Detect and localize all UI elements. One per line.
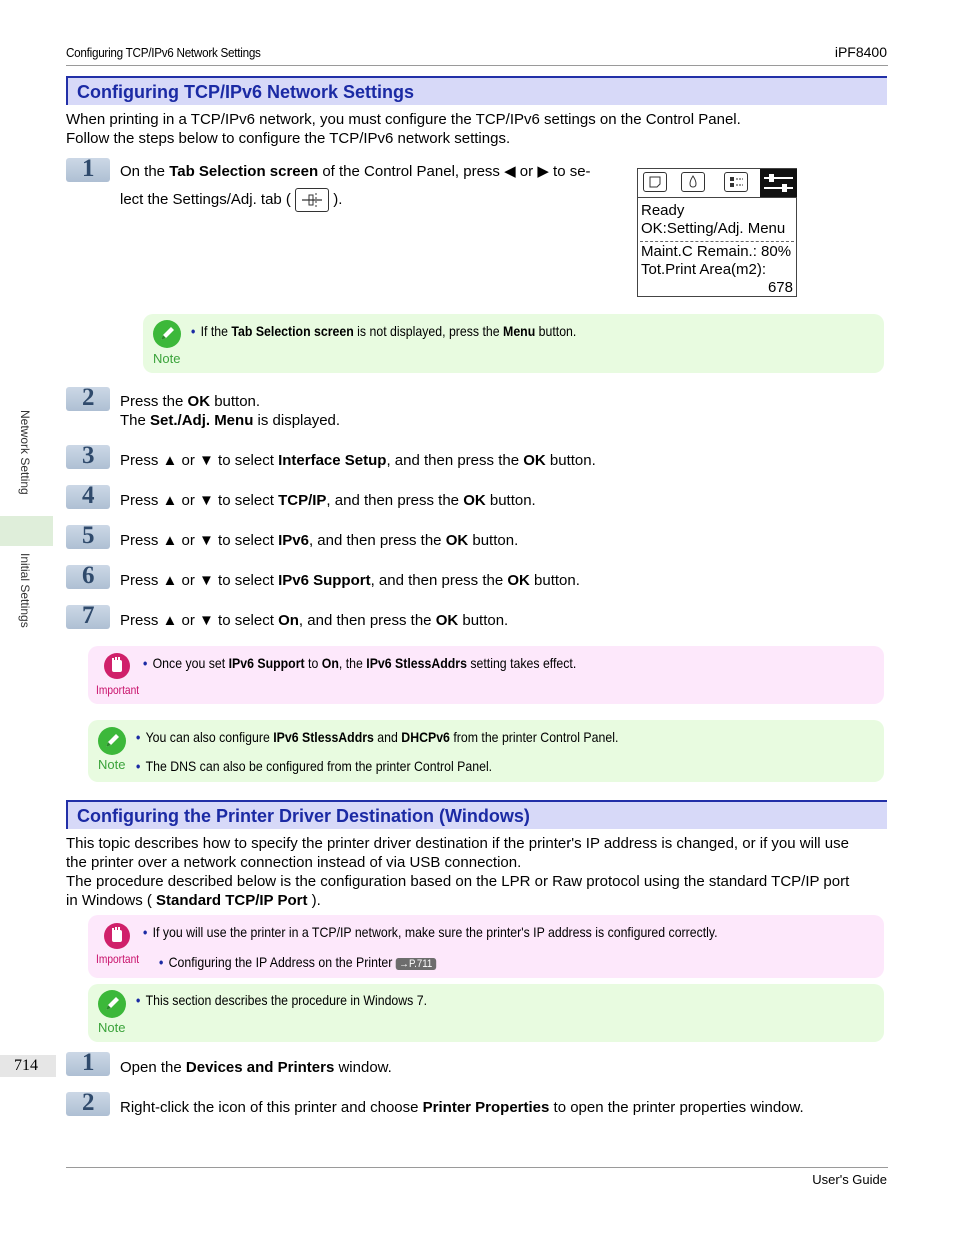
sidebar-tab-marker — [0, 516, 53, 546]
note-text: • The DNS can also be configured from the printer Control Panel. — [136, 758, 493, 774]
sidebar-label-network: Network Setting — [18, 410, 32, 495]
section2-paragraph: This topic describes how to specify the printer driver destination if the printer's IP address is changed, or if you will use the printer over a network connection instead of via USB connection. The procedure described below is the configuration based on the LPR or Raw protocol using the standard TCP/IP port in Windows ( Standard TCP/IP Port ). — [66, 835, 850, 909]
settings-tab-icon-selected — [760, 169, 797, 197]
ip-address-link[interactable]: Configuring the IP Address on the Printer — [168, 954, 393, 970]
important-text: • If you will use the printer in a TCP/IP network, make sure the printer's IP address is configured correctly. — [143, 924, 718, 940]
step-text: Press ▲ or ▼ to select IPv6 Support, and then press the OK button. — [120, 572, 580, 589]
model-name: iPF8400 — [834, 44, 887, 60]
ink-tab-icon — [681, 172, 705, 192]
section-heading-tcpipv6 — [66, 76, 887, 105]
control-panel-display — [637, 168, 797, 297]
running-header-title: Configuring TCP/IPv6 Network Settings — [66, 45, 261, 60]
step-number: 3 — [66, 445, 110, 469]
section-title: Configuring the Printer Driver Destination (Windows) — [77, 806, 530, 826]
step-number: 5 — [66, 525, 110, 549]
step-number: 7 — [66, 605, 110, 629]
lcd-print-area: Tot.Print Area(m2): — [641, 261, 767, 278]
note-text: • You can also configure IPv6 StlessAddrs and DHCPv6 from the printer Control Panel. — [136, 729, 619, 745]
step-text: Press ▲ or ▼ to select Interface Setup, and then press the OK button. — [120, 452, 596, 469]
sidebar-label-initial: Initial Settings — [18, 553, 32, 628]
step-text: Right-click the icon of this printer and choose Printer Properties to open the printer properties window. — [120, 1099, 804, 1116]
section-heading-driver-destination — [66, 800, 887, 829]
lcd-maintenance: Maint.C Remain.: 80% — [641, 243, 792, 260]
step-number: 1 — [66, 1052, 110, 1076]
step-text: Press ▲ or ▼ to select TCP/IP, and then press the OK button. — [120, 492, 536, 509]
important-label: Important — [96, 952, 140, 966]
note-text: • This section describes the procedure in Windows 7. — [136, 992, 428, 1008]
note-label: Note — [98, 757, 126, 772]
step-text: Press ▲ or ▼ to select IPv6, and then press the OK button. — [120, 532, 519, 549]
note-pencil-icon — [98, 727, 126, 755]
note-label: Note — [153, 351, 181, 366]
step-number: 6 — [66, 565, 110, 589]
step-text: On the Tab Selection screen of the Control Panel, press ◀ or ▶ to se- lect the Settings/Adj. tab ( ). — [120, 162, 620, 212]
page-number-tab — [0, 1055, 56, 1077]
note-box — [88, 720, 884, 782]
note-box — [88, 984, 884, 1042]
important-label: Important — [96, 683, 140, 697]
note-label: Note — [98, 1020, 126, 1035]
step-number: 4 — [66, 485, 110, 509]
stop-hand-icon — [104, 923, 130, 949]
job-tab-icon — [724, 172, 748, 192]
intro-paragraph — [66, 110, 888, 148]
step-text: Press the OK button. The Set./Adj. Menu is displayed. — [120, 393, 341, 429]
settings-adj-tab-icon — [295, 188, 329, 212]
note-box — [143, 314, 884, 373]
step-text: Open the Devices and Printers window. — [120, 1059, 392, 1076]
note-text: • If the Tab Selection screen is not displayed, press the Menu button. — [191, 323, 577, 339]
step-number: 2 — [66, 387, 110, 411]
note-pencil-icon — [98, 990, 126, 1018]
left-arrow-icon: ◀ — [504, 163, 516, 180]
header-rule — [66, 65, 888, 66]
lcd-print-area-value: 678 — [767, 279, 793, 296]
stop-hand-icon — [104, 653, 130, 679]
intro-line: When printing in a TCP/IPv6 network, you must configure the TCP/IPv6 settings on the Control Panel. — [66, 111, 741, 128]
page-number: 714 — [14, 1057, 38, 1074]
step-number: 2 — [66, 1092, 110, 1116]
step-text: Press ▲ or ▼ to select On, and then press the OK button. — [120, 612, 509, 629]
print-tab-icon — [643, 172, 667, 192]
lcd-status: Ready — [641, 202, 685, 219]
important-text: • Once you set IPv6 Support to On, the IPv6 StlessAddrs setting takes effect. — [143, 655, 577, 671]
note-pencil-icon — [153, 320, 181, 348]
lcd-menu-hint: OK:Setting/Adj. Menu — [641, 220, 786, 237]
footer-rule — [66, 1167, 888, 1168]
important-subitem: • Configuring the IP Address on the Printer →P.711 — [159, 954, 436, 970]
step-number: 1 — [66, 158, 110, 182]
right-arrow-icon: ▶ — [537, 163, 549, 180]
page-reference-link[interactable]: →P.711 — [396, 958, 436, 970]
important-box — [88, 646, 884, 704]
footer-guide-name: User's Guide — [812, 1172, 887, 1187]
section-title: Configuring TCP/IPv6 Network Settings — [77, 82, 415, 102]
intro-line: Follow the steps below to configure the TCP/IPv6 network settings. — [66, 130, 511, 147]
important-box — [88, 915, 884, 978]
